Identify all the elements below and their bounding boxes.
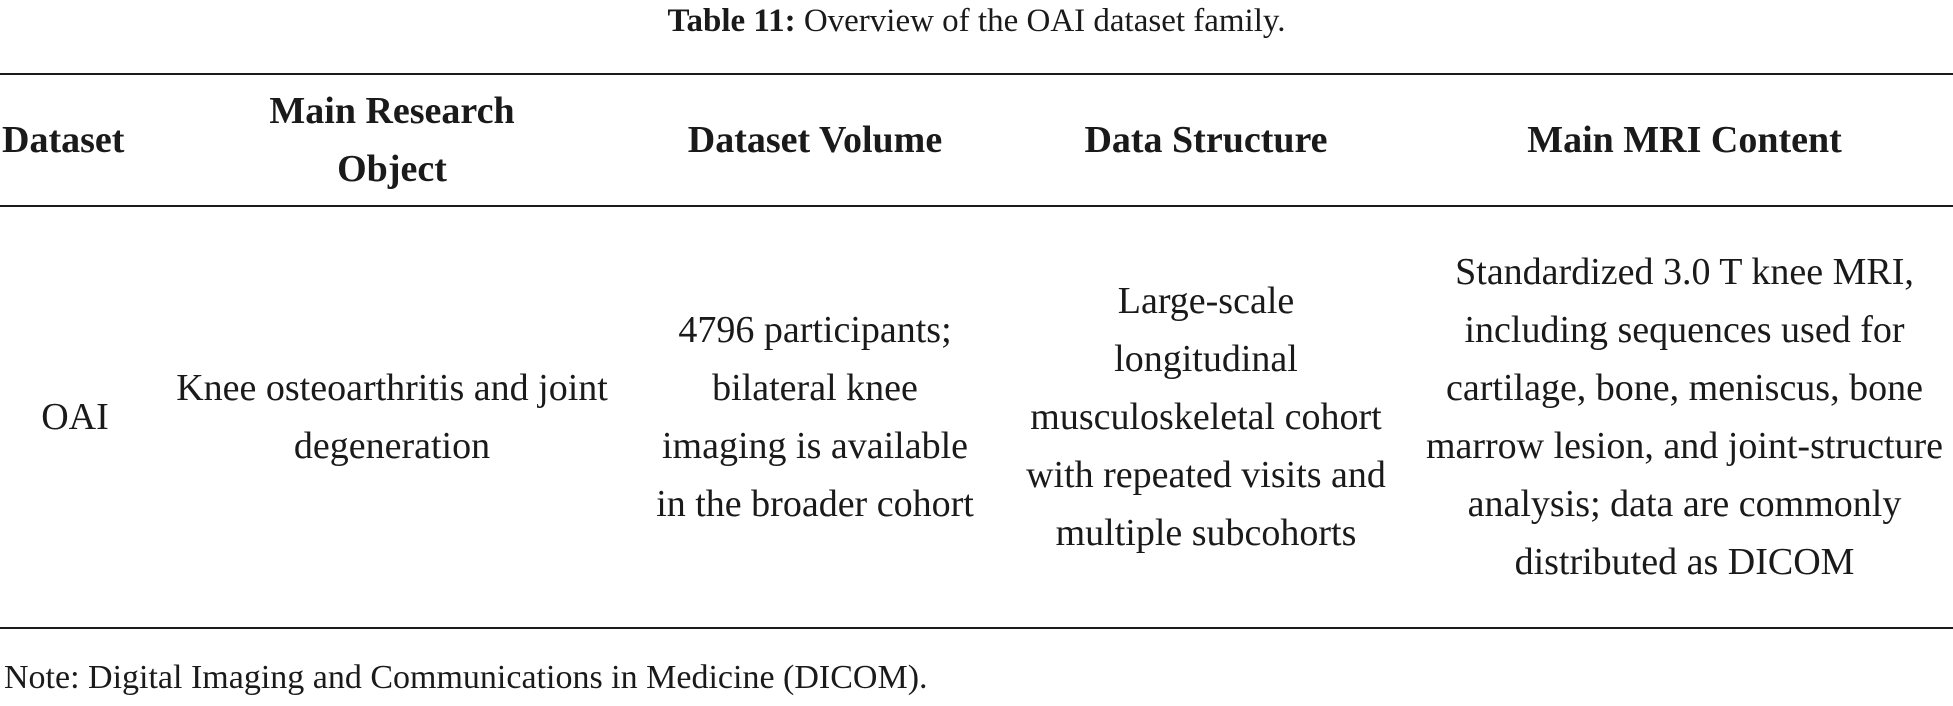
cell-data-structure: Large-scale longitudinal musculoskeletal cohort with repeated visits and multiple subcohorts (1026, 280, 1386, 554)
header-main-research-object: Main Research Object (269, 90, 515, 190)
table-caption-text: Overview of the OAI dataset family. (803, 3, 1286, 39)
table-caption (0, 0, 1953, 42)
table-caption-label: Table 11: (667, 3, 796, 39)
cell-dataset: OAI (41, 396, 109, 438)
table-note: Note: Digital Imaging and Communications in Medicine (DICOM). (4, 659, 928, 696)
cell-main-research-object: Knee osteoarthritis and joint degeneration (176, 367, 608, 467)
header-data-structure: Data Structure (1084, 119, 1328, 161)
header-main-mri-content: Main MRI Content (1527, 119, 1842, 161)
cell-main-mri-content: Standardized 3.0 T knee MRI, including sequences used for cartilage, bone, meniscus, bone marrow lesion, and joint-structure analysis; data are commonly distributed as DICOM (1425, 251, 1944, 583)
table-bottom-rule (0, 627, 1953, 629)
header-dataset: Dataset (2, 119, 125, 161)
cell-dataset-volume: 4796 participants; bilateral knee imaging is available in the broader cohort (656, 309, 974, 525)
header-dataset-volume: Dataset Volume (687, 119, 943, 161)
